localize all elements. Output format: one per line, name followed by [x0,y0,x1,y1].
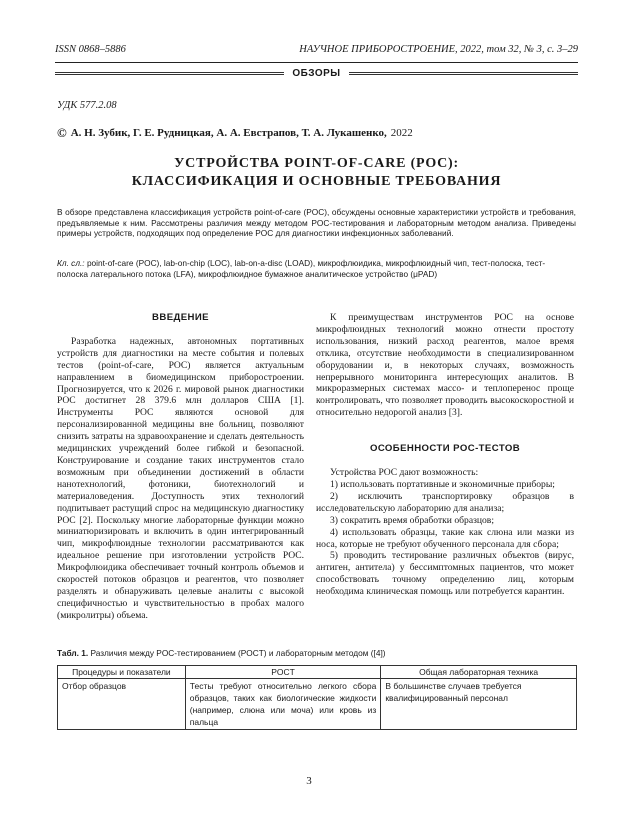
list-item: 3) сократить время обработки образцов; [330,514,494,526]
table-cell: Отбор образцов [58,679,186,730]
author-line [57,125,413,141]
left-column [57,312,304,622]
column-header: Общая лабораторная техника [381,666,577,679]
table-cell: В большинстве случаев требуется квалифицированный персонал [381,679,577,730]
running-header [55,44,578,55]
section-heading-poc-features: ОСОБЕННОСТИ POC-ТЕСТОВ [369,443,521,455]
column-header: Процедуры и показатели [58,666,186,679]
table-caption-text: Различия между POC-тестированием (POCT) и лабораторным методом ([4]) [90,648,386,658]
table-caption [57,648,386,658]
section-label: ОБЗОРЫ [292,67,341,79]
advantages-paragraph: К преимуществам инструментов POC на основе микрофлюидных технологий можно отнести простоту использования, низкий расход реагентов, малое время отклика, отсутствие необходимости в специализированном оборудовании и, в некоторых случаях, возможность непрерывного мониторинга интересующих аналитов. В микроразмерных системах массо- и теплоперенос проще контролировать, что позволяет проводить высокоскоростной и относительно недорогой анализ [3]. [316,312,574,419]
section-heading-introduction: ВВЕДЕНИЕ [152,312,209,323]
journal-citation: НАУЧНОЕ ПРИБОРОСТРОЕНИЕ, 2022, том 32, № 3, с. 3–29 [299,44,578,55]
keywords [57,258,576,279]
author-names: А. Н. Зубик, Г. Е. Рудницкая, А. А. Евстрапов, Т. А. Лукашенко, [70,127,387,139]
list-item: 2) исключить транспортировку образцов в исследовательскую лабораторию для анализа; [316,490,574,514]
table-header-row [58,666,577,679]
copyright-year: 2022 [390,127,413,139]
title-line-2: КЛАССИФИКАЦИЯ И ОСНОВНЫЕ ТРЕБОВАНИЯ [131,174,502,189]
right-column [316,312,574,598]
list-item: 1) использовать портативные и экономичные приборы; [330,478,555,490]
article-title [55,155,578,191]
abstract: В обзоре представлена классификация устройств point-of-care (POC), обсуждены основные характеристики устройств и требования, предъявляемые к ним. Рассмотрены различия между методом POC-тестирования и лабораторным методом анализа. Приведены примеры устройств, подходящих под определение POC для диагностики инфекционных заболеваний. [57,207,576,239]
keywords-text: point-of-care (POC), lab-on-chip (LOC), lab-on-a-disc (LOAD), микрофлюидика, микрофлюидный чип, тест-полоска, тест-полоска латерального потока (LFA), микрофлюидное бумажное аналитическое устройство (μPAD) [57,258,546,279]
udk-code: УДК 577.2.08 [57,100,117,111]
list-item: 5) проводить тестирование различных объектов (вирус, антиген, антитела) у бессимптомных пациентов, что может способствовать точному определению лиц, которым необходима клиническая помощь или потребуется карантин. [316,550,574,598]
keywords-label: Кл. сл.: [57,258,85,268]
column-header: POCT [185,666,381,679]
list-item: 4) использовать образцы, такие как слюна или мазки из носа, которые не требуют обученного персонала для сбора; [316,526,574,550]
section-banner [55,66,578,80]
features-lead: Устройства POC дают возможность: [330,467,479,479]
banner-rule-left [55,72,284,75]
table-row [58,679,577,730]
introduction-paragraph: Разработка надежных, автономных портативных устройств для диагностики на месте события и полевых тестов (point-of-care, POC) является актуальным направлением в биомедицинском приборостроении. Прогнозируется, что к 2026 г. мировой рынок диагностики POC достигнет 28 379.6 млн долларов США [1]. Инструменты POC являются основой для персонализированной медицины вне больниц, позволяют снизить затраты на здравоохранение и сделать деятельность медицинских учреждений более гибкой и безопасной. Конструирование и создание таких инструментов стало возможным при объединении достижений в области нанотехнологий, фотоники, биотехнологий и материаловедения. Доступность этих технологий подпитывает растущий спрос на медицинскую диагностику POC [2]. Поскольку многие лабораторные функции можно миниатюризировать и включить в один интегрированный чип, микрофлюидные технологии рассматриваются как идеальное решение при изготовлении устройств POC. Микрофлюидика обеспечивает точный контроль объемов и скоростей потоков образцов и реагентов, что позволяет разделять и обнаруживать целевые аналиты с высокой специфичностью и чувствительностью в пробах малого (микролитры) объема. [57,335,304,621]
title-line-1: УСТРОЙСТВА POINT-OF-CARE (POC): [174,156,459,171]
features-list [316,479,574,598]
table-cell: Тесты требуют относительно легкого сбора образцов, таких как биологические жидкости (например, слюна или моча) или кровь из пальца [185,679,381,730]
comparison-table [57,665,577,730]
header-divider [55,62,578,63]
banner-rule-right [349,72,578,75]
table-caption-label: Табл. 1. [57,648,89,658]
copyright-icon: © [57,125,67,140]
issn: ISSN 0868–5886 [55,44,126,55]
page-number: 3 [306,775,312,787]
